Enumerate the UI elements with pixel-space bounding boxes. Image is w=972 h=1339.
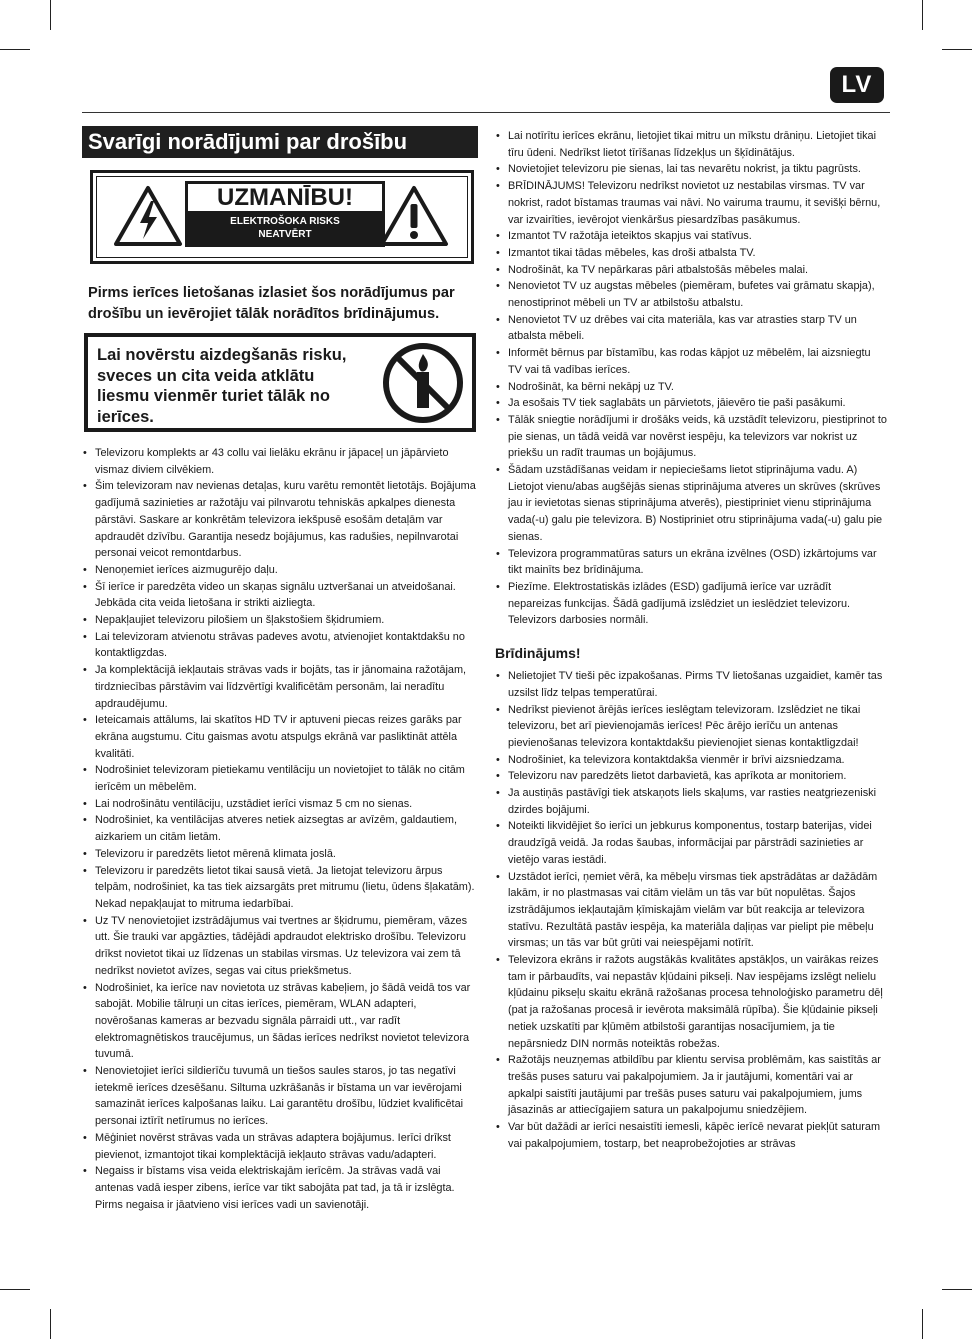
section-title: Svarīgi norādījumi par drošību [82, 126, 478, 158]
list-item: • Uz TV nenovietojiet izstrādājumus vai tvertnes ar šķidrumu, piemēram, vāzes utt. Šie trauki var apgāzties, tādējādi apdraudot elektrisko drošību. Televizoru drīkst novietot tikai uz līdzenas un stabilas virsmas. Uz televizora vai zem tā nedrīkst novietot avīzes, segas vai citus priekšmetus. [82, 913, 478, 980]
safety-instructions-list [82, 445, 478, 1213]
list-item: • Nenovietot TV uz drēbes vai cita materiāla, kas var atrasties starp TV un atbalsta mēbeli. [495, 312, 887, 345]
no-open-flame-icon [382, 342, 464, 424]
list-item: • Nenoņemiet ierīces aizmugurējo daļu. [82, 562, 478, 579]
crop-mark [942, 49, 972, 50]
flame-warning-text: Lai novērstu aizdegšanās risku, sveces un cita veida atklātu liesmu vienmēr turiet tālāk no ierīces. [97, 346, 347, 426]
list-item: • Lai televizoram atvienotu strāvas padeves avotu, atvienojiet kontaktdakšu no kontaktligzdas. [82, 629, 478, 662]
list-item: • Televizoru ir paredzēts lietot mērenā klimata joslā. [82, 846, 478, 863]
list-item: • Izmantot tikai tādas mēbeles, kas droši atbalsta TV. [495, 245, 887, 262]
list-item: • Ja komplektācijā iekļautais strāvas vads ir bojāts, tas ir jānomaina ražotājam, tirdzniecības pārstāvim vai līdzvērtīgi kvalificētām personām, lai neradītu apdraudējumu. [82, 662, 478, 712]
list-item: • Šī ierīce ir paredzēta video un skaņas signālu uztveršanai un atveidošanai. Jebkāda cita veida lietošana ir strikti aizliegta. [82, 579, 478, 612]
list-item: • Izmantot TV ražotāja ieteiktos skapjus vai statīvus. [495, 228, 887, 245]
caution-title: UZMANĪBU! [188, 184, 382, 211]
exclamation-warning-icon [379, 185, 449, 247]
crop-mark [50, 0, 51, 30]
list-item: • Uzstādot ierīci, ņemiet vērā, ka mēbeļu virsmas tiek apstrādātas ar dažādām lakām, ir no plastmasas vai citām vielām un tās var būt nopulētas. Šajos izstrādājumos iekļautajām ķīmiskajām vielām var būt reakcija ar televizora statīvu. Rezultātā pastāv iespēja, ka materiāla daļiņas var pielipt pie mēbeļu virsmas; un tās var būt grūti vai neiespējami notīrīt. [495, 869, 887, 953]
lightning-warning-icon [113, 185, 183, 247]
list-item: • Nepakļaujiet televizoru pilošiem un šļakstošiem šķidrumiem. [82, 612, 478, 629]
list-item: • Nedrīkst pievienot ārējās ierīces ieslēgtam televizoram. Izslēdziet ne tikai televizoru, bet arī pievienojamās ierīces! Pēc ārējo ierīču un antenas pievienošanas televizora kontaktdakšu pievienojiet sienas kontaktligzdai! [495, 702, 887, 752]
crop-mark [50, 1309, 51, 1339]
intro-text: Pirms ierīces lietošanas izlasiet šos norādījumus par drošību un ievērojiet tālāk norādītos brīdinājumus. [88, 285, 455, 322]
list-item: • Televizoru ir paredzēts lietot tikai sausā vietā. Ja lietojat televizoru ārpus telpām, nodrošiniet, ka tas tiek aizsargāts pret mitrumu (lietu, ūdens šļakatām). Nekad nepakļaujat to mitruma iedarbībai. [82, 863, 478, 913]
list-item: • Ja austiņās pastāvīgi tiek atskaņots liels skaļums, var rasties neatgriezeniski dzirdes bojājumi. [495, 785, 887, 818]
list-item: • Novietojiet televizoru pie sienas, lai tas nevarētu nokrist, ja tiktu pagrūsts. [495, 161, 887, 178]
left-column [82, 126, 478, 1213]
list-item: • BRĪDINĀJUMS! Televizoru nedrīkst novietot uz nestabilas virsmas. TV var nokrist, radot bīstamas traumas vai nāvi. No vairuma traumu, it sevišķi bērnu, var izvairīties, ievērojot vienkāršus piesardzības pasākumus. [495, 178, 887, 228]
right-column [495, 128, 887, 1152]
warnings-list [495, 668, 887, 1152]
list-item: • Nodrošiniet, ka televizora kontaktdakša vienmēr ir brīvi aizsniedzama. [495, 752, 887, 769]
caution-line-1: ELEKTROŠOKA RISKS [230, 216, 340, 227]
crop-mark [0, 49, 30, 50]
language-badge: LV [830, 67, 884, 103]
list-item: • Televizora ekrāns ir ražots augstākās kvalitātes apstākļos, un vairākas reizes tam ir pārbaudīts, vai nepastāv kļūdaini pikseļi. Nav iespējams izslēgt nelielu kļūdainu pikseļu skaitu ekrānā ražošanas procesa tehnoloģisko parametru dēļ (pat ja ražošanas procesā ir ievērota maksimālā rūpība). Šie kļūdainie pikseļi netiek uzskatīti par kļūmēm atbilstoši garantijas nosacījumiem, ja tie nepārsniedz DIN normās noteiktās robežas. [495, 952, 887, 1052]
electric-shock-warning-sign [90, 170, 474, 264]
caution-line-2: NEATVĒRT [258, 229, 312, 240]
list-item: • Nodrošiniet televizoram pietiekamu ventilāciju un novietojiet to tālāk no citām ierīcēm un mēbelēm. [82, 762, 478, 795]
list-item: • Nelietojiet TV tieši pēc izpakošanas. Pirms TV lietošanas uzgaidiet, kamēr tas uzsilst līdz telpas temperatūrai. [495, 668, 887, 701]
header-rule [82, 112, 890, 113]
crop-mark [922, 0, 923, 30]
list-item: • Tālāk sniegtie norādījumi ir drošāks veids, kā uzstādīt televizoru, piestiprinot to pie sienas, un tādā veidā var novērst iespēju, ka televizors var nokrist uz priekšu un radīt traumas un bojājumus. [495, 412, 887, 462]
list-item: • Negaiss ir bīstams visa veida elektriskajām ierīcēm. Ja strāvas vadā vai antenas vadā iesper zibens, ierīce var tikt sabojāta pat tad, ja tā ir izslēgta. Pirms negaisa ir jāatvieno visi ierīces vadi un savienotāji. [82, 1163, 478, 1213]
list-item: • Ieteicamais attālums, lai skatītos HD TV ir aptuveni piecas reizes garāks par ekrāna augstumu. Citu gaismas avotu atspulgs ekrānā var pasliktināt attēla kvalitāti. [82, 712, 478, 762]
warnings-heading: Brīdinājums! [495, 645, 581, 662]
crop-mark [922, 1309, 923, 1339]
list-item: • Noteikti likvidējiet šo ierīci un jebkurus komponentus, tostarp baterijas, videi draudzīgā veidā. Ja rodas šaubas, informācijai par pārstrādi sazinieties ar vietējo varas iestādi. [495, 818, 887, 868]
list-item: • Nenovietojiet ierīci sildierīču tuvumā un tiešos saules staros, jo tas negatīvi ietekmē ierīces dzesēšanu. Siltuma uzkrāšanās ir bīstama un var ievērojami samazināt ierīces kalpošanas laiku. Lai garantētu drošību, lūdziet kvalificētai personai iztīrīt netīrumus no ierīces. [82, 1063, 478, 1130]
list-item: • Lai nodrošinātu ventilāciju, uzstādiet ierīci vismaz 5 cm no sienas. [82, 796, 478, 813]
list-item: • Šim televizoram nav nevienas detaļas, kuru varētu remontēt lietotājs. Bojājuma gadījumā sazinieties ar ražotāju vai pilnvarotu tehniskās apkalpes dienesta pārstāvi. Saskare ar konkrētām televizora iekšpusē esošām detaļām var apdraudēt dzīvību. Garantija nesedz bojājumus, kas radušies, nepilnvarotai personai veicot remontdarbus. [82, 478, 478, 562]
caution-subtitle [185, 215, 385, 241]
crop-mark [0, 1289, 30, 1290]
list-item: • Nodrošiniet, ka ventilācijas atveres netiek aizsegtas ar avīzēm, galdautiem, aizkariem un citām lietām. [82, 812, 478, 845]
list-item: • Nenovietot TV uz augstas mēbeles (piemēram, bufetes vai grāmatu skapja), nenostiprinot mēbeli un TV ar atbilstošu atbalstu. [495, 278, 887, 311]
list-item: • Nodrošināt, ka TV nepārkaras pāri atbalstošās mēbeles malai. [495, 262, 887, 279]
caution-label [185, 181, 385, 247]
list-item: • Ražotājs neuzņemas atbildību par klientu servisa problēmām, kas saistītās ar trešās puses saturu vai pakalpojumiem. Ja ir jautājumi, komentāri vai ar apkalpi saistīti jautājumi par trešās puses saturu vai pakalpojumiem, jums jāsazinās ar attiecīgajiem satura un pakalpojumu sniedzējiem. [495, 1052, 887, 1119]
list-item: • Mēģiniet novērst strāvas vada un strāvas adaptera bojājumus. Ierīci drīkst pievienot, izmantojot tikai komplektācijā iekļauto strāvas vadu/adapteri. [82, 1130, 478, 1163]
list-item: • Nodrošināt, ka bērni nekāpj uz TV. [495, 379, 887, 396]
list-item: • Lai notīrītu ierīces ekrānu, lietojiet tikai mitru un mīkstu drāniņu. Lietojiet tikai tīru ūdeni. Nedrīkst lietot tīrīšanas līdzekļus un šķīdinātājus. [495, 128, 887, 161]
list-item: • Televizoru nav paredzēts lietot darbavietā, kas aprīkota ar monitoriem. [495, 768, 887, 785]
list-item: • Piezīme. Elektrostatiskās izlādes (ESD) gadījumā ierīce var uzrādīt nepareizas funkcijas. Šādā gadījumā izslēdziet un ieslēdziet televizoru. Televizors darbosies normāli. [495, 579, 887, 629]
list-item: • Šādam uzstādīšanas veidam ir nepieciešams lietot stiprinājuma vadu. A) Lietojot vienu/abas augšējās sienas stiprinājuma atveres un skrūves (skrūves jau ir ievietotas sienas stiprinājuma atverēs), piestipriniet vienu stiprinājuma vada(-u) galu pie televizora. B) Nostipriniet otru stiprinājuma vada(-u) galu pie sienas. [495, 462, 887, 546]
crop-mark [942, 1289, 972, 1290]
list-item: • Ja esošais TV tiek saglabāts un pārvietots, jāievēro tie paši pasākumi. [495, 395, 887, 412]
list-item: • Nodrošiniet, ka ierīce nav novietota uz strāvas kabeļiem, jo šādā veidā tos var sabojāt. Mobilie tālruņi un citas ierīces, piemēram, WLAN adapteri, novērošanas kameras ar bezvadu signāla pārraidi utt., var radīt elektromagnētiskos traucējumus, un šādas ierīces nedrīkst novietot televizora tuvumā. [82, 980, 478, 1064]
safety-instructions-list-continued [495, 128, 887, 629]
list-item: • Informēt bērnus par bīstamību, kas rodas kāpjot uz mēbelēm, lai aizsniegtu TV vai tā vadības ierīces. [495, 345, 887, 378]
list-item: • Televizoru komplekts ar 43 collu vai lielāku ekrānu ir jāpaceļ un jāpārvieto vismaz diviem cilvēkiem. [82, 445, 478, 478]
flame-warning-box [84, 333, 476, 432]
list-item: • Televizora programmatūras saturs un ekrāna izvēlnes (OSD) izkārtojums var tikt mainīts bez brīdinājuma. [495, 546, 887, 579]
list-item: • Var būt dažādi ar ierīci nesaistīti iemesli, kāpēc ierīcē nevarat piekļūt saturam vai pakalpojumiem, tostarp, bet neaprobežojoties ar strāvas [495, 1119, 887, 1152]
